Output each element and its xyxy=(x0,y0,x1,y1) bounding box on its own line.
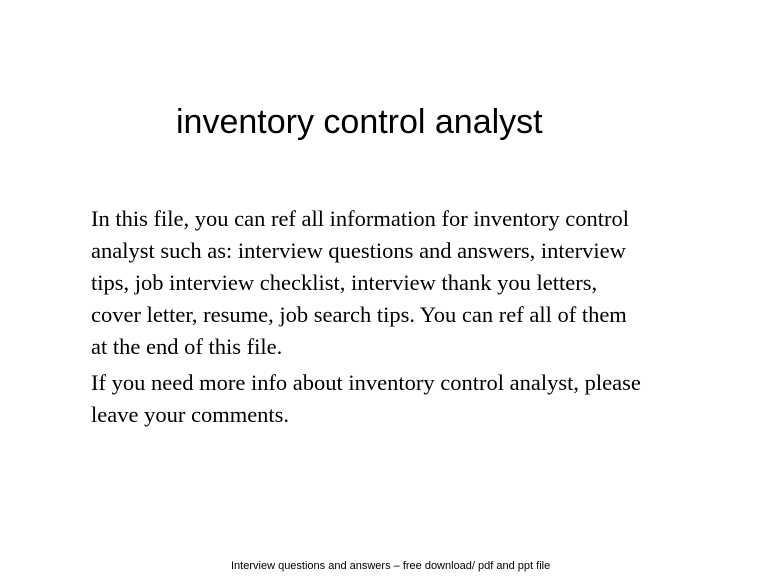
comment-paragraph: If you need more info about inventory control analyst, please leave your comments. xyxy=(91,370,641,427)
slide-title: inventory control analyst xyxy=(176,103,543,141)
slide-footer: Interview questions and answers – free download/ pdf and ppt file xyxy=(231,560,551,572)
intro-paragraph: In this file, you can ref all information for inventory control analyst such as: interview questions and answers, interview tips, job interview checklist, interview thank you letters, cover letter, resume, job search tips. You can ref all of them at the end of this file. xyxy=(91,206,629,359)
slide-body xyxy=(91,203,721,431)
